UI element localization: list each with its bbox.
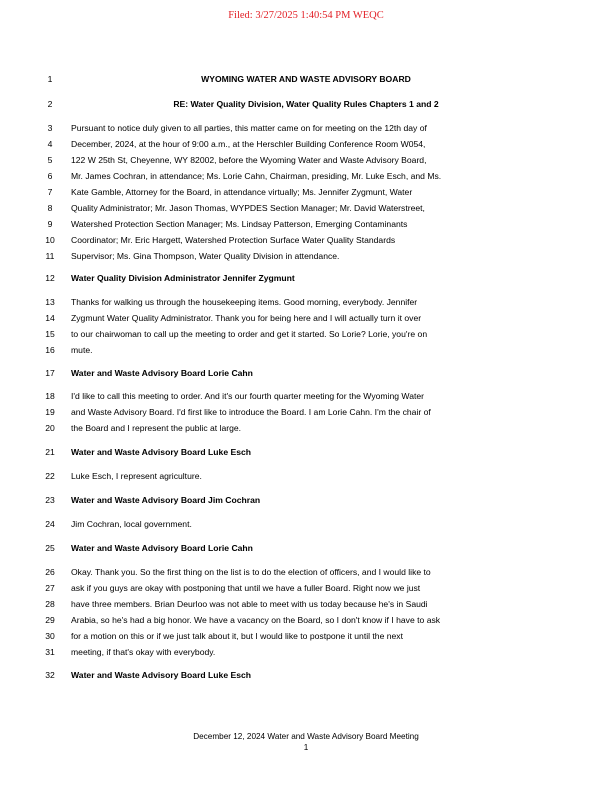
footer-meeting: December 12, 2024 Water and Waste Advisory Board Meeting (193, 732, 419, 741)
transcript-line: Pursuant to notice duly given to all parties, this matter came on for meeting on the 12th day of (71, 123, 427, 133)
transcript-line: Jim Cochran, local government. (71, 519, 192, 529)
line-number: 26 (45, 567, 55, 577)
line-number: 32 (45, 670, 55, 680)
line-number: 25 (45, 543, 55, 553)
line-number: 17 (45, 368, 55, 378)
speaker-heading: Water and Waste Advisory Board Luke Esch (71, 670, 252, 680)
line-number: 30 (45, 631, 55, 641)
speaker-heading: Water and Waste Advisory Board Luke Esch (71, 447, 252, 457)
line-number: 9 (47, 219, 53, 229)
transcript-line: Zygmunt Water Quality Administrator. Thank you for being here and I will actually turn it over (71, 313, 422, 323)
line-number: 4 (47, 139, 53, 149)
transcript-line: for a motion on this or if we just talk about it, but I would like to postpone it until the next (71, 631, 403, 641)
line-number: 3 (47, 123, 53, 133)
line-number: 7 (47, 187, 53, 197)
transcript-line: Watershed Protection Section Manager; Ms. Lindsay Patterson, Emerging Contaminants (71, 219, 408, 229)
transcript-line: I'd like to call this meeting to order. And it's our fourth quarter meeting for the Wyoming Water (71, 391, 425, 401)
line-number: 13 (45, 297, 55, 307)
speaker-heading: Water Quality Division Administrator Jennifer Zygmunt (71, 273, 295, 283)
transcript-line: December, 2024, at the hour of 9:00 a.m., at the Herschler Building Conference Room W054, (71, 139, 426, 149)
line-number: 14 (45, 313, 55, 323)
line-number: 23 (45, 495, 55, 505)
line-number: 2 (47, 99, 53, 109)
line-number: 27 (45, 583, 55, 593)
line-number: 20 (45, 423, 55, 433)
speaker-heading: Water and Waste Advisory Board Lorie Cahn (71, 543, 253, 553)
filed-stamp: Filed: 3/27/2025 1:40:54 PM WEQC (228, 10, 384, 21)
transcript-line: Okay. Thank you. So the first thing on the list is to do the election of officers, and I would like to (71, 567, 431, 577)
line-number: 24 (45, 519, 55, 529)
line-number: 5 (47, 155, 53, 165)
footer-page-number: 1 (303, 743, 309, 752)
line-number: 6 (47, 171, 53, 181)
line-number: 8 (47, 203, 53, 213)
line-number: 28 (45, 599, 55, 609)
transcript-line: mute. (71, 345, 93, 355)
line-number: 12 (45, 273, 55, 283)
speaker-heading: Water and Waste Advisory Board Lorie Cahn (71, 368, 253, 378)
transcript-line: 122 W 25th St, Cheyenne, WY 82002, before the Wyoming Water and Waste Advisory Board, (71, 155, 427, 165)
transcript-line: Mr. James Cochran, in attendance; Ms. Lorie Cahn, Chairman, presiding, Mr. Luke Esch, and Ms. (71, 171, 442, 181)
transcript-line: Quality Administrator; Mr. Jason Thomas, WYPDES Section Manager; Mr. David Waterstreet, (71, 203, 425, 213)
transcript-line: have three members. Brian Deurloo was not able to meet with us today because he's in Saudi (71, 599, 428, 609)
line-number: 31 (45, 647, 55, 657)
line-number: 29 (45, 615, 55, 625)
document-title: WYOMING WATER AND WASTE ADVISORY BOARD (201, 74, 411, 84)
line-number: 18 (45, 391, 55, 401)
speaker-heading: Water and Waste Advisory Board Jim Cochran (71, 495, 261, 505)
transcript-line: ask if you guys are okay with postponing that until we have a fuller Board. Right now we just (71, 583, 421, 593)
line-number: 22 (45, 471, 55, 481)
line-number: 11 (45, 251, 55, 261)
transcript-line: Arabia, so he's had a big honor. We have a vacancy on the Board, so I don't know if I have to ask (71, 615, 441, 625)
transcript-line: Supervisor; Ms. Gina Thompson, Water Quality Division in attendance. (71, 251, 340, 261)
line-number: 1 (47, 74, 53, 84)
transcript-line: and Waste Advisory Board. I'd first like to introduce the Board. I am Lorie Cahn. I'm the chair of (71, 407, 431, 417)
transcript-line: Coordinator; Mr. Eric Hargett, Watershed Protection Surface Water Quality Standards (71, 235, 396, 245)
transcript-line: meeting, if that's okay with everybody. (71, 647, 216, 657)
transcript-line: Kate Gamble, Attorney for the Board, in attendance virtually; Ms. Jennifer Zygmunt, Water (71, 187, 413, 197)
line-number: 10 (45, 235, 55, 245)
line-number: 21 (45, 447, 55, 457)
line-number: 15 (45, 329, 55, 339)
document-subtitle: RE: Water Quality Division, Water Quality Rules Chapters 1 and 2 (173, 99, 439, 109)
transcript-line: Luke Esch, I represent agriculture. (71, 471, 202, 481)
transcript-line: the Board and I represent the public at large. (71, 423, 242, 433)
line-number: 19 (45, 407, 55, 417)
transcript-line: to our chairwoman to call up the meeting to order and get it started. So Lorie? Lorie, you're on (71, 329, 428, 339)
transcript-line: Thanks for walking us through the housekeeping items. Good morning, everybody. Jennifer (71, 297, 418, 307)
line-number: 16 (45, 345, 55, 355)
